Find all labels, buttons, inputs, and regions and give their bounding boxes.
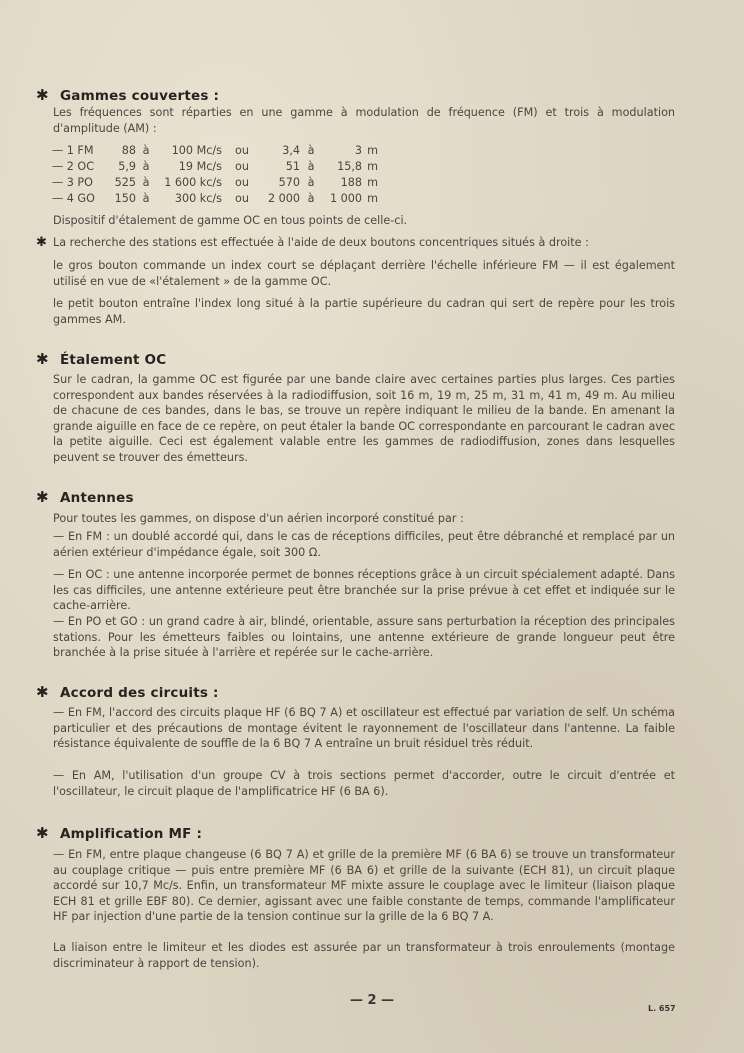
asterisk-icon: ✱ bbox=[36, 683, 49, 701]
asterisk-icon: ✱ bbox=[36, 235, 47, 250]
table-cell: — 3 PO bbox=[52, 175, 93, 189]
accord-fm-text: — En FM, l'accord des circuits plaque HF (6 BQ 7 A) et oscillateur est effectué par variation de self. Un schéma particulier et des précautions de montage évitent le rayonnement de l'oscillateur dans l'antenne. La faible résistance équivalente de souffle de la 6 BQ 7 A entraîne un bruit résiduel très réduit. bbox=[53, 706, 675, 751]
table-cell: 3 bbox=[354, 143, 362, 157]
table-cell: 88 bbox=[121, 143, 136, 157]
table-row bbox=[52, 142, 378, 158]
table-cell: 150 bbox=[114, 191, 136, 205]
asterisk-icon: ✱ bbox=[36, 350, 49, 368]
section-heading-gammes: ✱ Gammes couvertes : bbox=[36, 86, 220, 104]
frequency-table bbox=[52, 142, 378, 206]
table-cell: m bbox=[367, 159, 378, 173]
table-cell: ou bbox=[235, 143, 249, 157]
table-cell: 1 000 bbox=[329, 191, 362, 205]
table-cell: m bbox=[367, 143, 378, 157]
table-cell: 2 000 bbox=[267, 191, 300, 205]
table-cell: 1 600 kc/s bbox=[164, 175, 222, 189]
table-cell: 19 Mc/s bbox=[178, 159, 222, 173]
table-cell: — 2 OC bbox=[52, 159, 95, 173]
table-cell: à bbox=[307, 159, 315, 173]
section-heading-etalement: ✱ Étalement OC bbox=[36, 350, 167, 368]
table-cell: 525 bbox=[114, 175, 136, 189]
table-cell: à bbox=[142, 191, 150, 205]
table-cell: à bbox=[142, 159, 150, 173]
table-cell: à bbox=[307, 175, 315, 189]
table-row bbox=[52, 158, 378, 174]
document-reference: L. 657 bbox=[648, 1004, 676, 1013]
table-cell: — 1 FM bbox=[52, 143, 94, 157]
etalement-text: Sur le cadran, la gamme OC est figurée par une bande claire avec certaines parties plus larges. Ces parties correspondent aux bandes réservées à la radiodiffusion, soit 16 m, 19 m, 25 m, 31 m, 41 m, 49 m. Au milieu de chacune de ces bandes, dans le bas, se trouve un repère indiquant le milieu de la bande. En amenant la grande aiguille en face de ce repère, on peut étaler la bande OC correspondante en parcourant le cadran avec la petite aiguille. Ceci est également valable entre les gammes de radiodiffusion, zones dans lesquelles peuvent se trouver des émetteurs. bbox=[53, 373, 675, 464]
section-heading-accord: ✱ Accord des circuits : bbox=[36, 683, 219, 701]
table-cell: — 4 GO bbox=[52, 191, 95, 205]
dispositif-text: Dispositif d'étalement de gamme OC en tous points de celle-ci. bbox=[53, 214, 408, 227]
asterisk-icon: ✱ bbox=[36, 824, 49, 842]
table-cell: ou bbox=[235, 159, 249, 173]
page-number: — 2 — bbox=[349, 993, 395, 1008]
table-cell: 100 Mc/s bbox=[171, 143, 222, 157]
table-cell: m bbox=[367, 191, 378, 205]
section-heading-antennes: ✱ Antennes bbox=[36, 488, 134, 506]
gros-bouton-text: le gros bouton commande un index court se déplaçant derrière l'échelle inférieure FM — il est également utilisé en vue de «l'étalement » de la gamme OC. bbox=[53, 259, 675, 288]
asterisk-icon: ✱ bbox=[36, 86, 49, 104]
table-cell: à bbox=[307, 143, 315, 157]
table-cell: à bbox=[142, 143, 150, 157]
section-heading-amplification: ✱ Amplification MF : bbox=[36, 824, 203, 842]
table-cell: 15,8 bbox=[337, 159, 362, 173]
amplification-fm-text: — En FM, entre plaque changeuse (6 BQ 7 A) et grille de la première MF (6 BA 6) se trouve un transformateur au couplage critique — puis entre première MF (6 BA 6) et grille de la suivante (ECH 81), un circuit plaque accordé sur 10,7 Mc/s. Enfin, un transformateur MF mixte assure le couplage avec le limiteur (liaison plaque ECH 81 et grille EBF 80). Ce dernier, agissant avec une faible constante de temps, commande l'amplificateur HF par injection d'une partie de la tension continue sur la grille de la 6 BQ 7 A. bbox=[53, 848, 675, 924]
table-row bbox=[52, 190, 378, 206]
antennes-fm-text: — En FM : un doublé accordé qui, dans le cas de réceptions difficiles, peut être débranché et remplacé par un aérien extérieur d'impédance égale, soit 300 Ω. bbox=[53, 530, 675, 559]
accord-am-text: — En AM, l'utilisation d'un groupe CV à trois sections permet d'accorder, outre le circuit d'entrée et l'oscillateur, le circuit plaque de l'amplificatrice HF (6 BA 6). bbox=[53, 769, 675, 798]
table-cell: ou bbox=[235, 175, 249, 189]
table-cell: 188 bbox=[340, 175, 362, 189]
petit-bouton-text: le petit bouton entraîne l'index long situé à la partie supérieure du cadran qui sert de repère pour les trois gammes AM. bbox=[53, 297, 675, 326]
recherche-text: ✱ La recherche des stations est effectuée à l'aide de deux boutons concentriques situés à droite : bbox=[36, 235, 589, 250]
table-cell: 3,4 bbox=[282, 143, 300, 157]
amplification-liaison-text: La liaison entre le limiteur et les diodes est assurée par un transformateur à trois enroulements (montage discriminateur à rapport de tension). bbox=[53, 941, 675, 970]
table-cell: 5,9 bbox=[118, 159, 136, 173]
gammes-intro: Les fréquences sont réparties en une gamme à modulation de fréquence (FM) et trois à modulation d'amplitude (AM) : bbox=[53, 106, 675, 135]
antennes-intro: Pour toutes les gammes, on dispose d'un aérien incorporé constitué par : bbox=[53, 512, 464, 525]
table-cell: 300 kc/s bbox=[174, 191, 222, 205]
table-row bbox=[52, 174, 378, 190]
table-cell: 570 bbox=[278, 175, 300, 189]
table-cell: à bbox=[307, 191, 315, 205]
table-cell: 51 bbox=[285, 159, 300, 173]
table-cell: m bbox=[367, 175, 378, 189]
table-cell: à bbox=[142, 175, 150, 189]
table-cell: ou bbox=[235, 191, 249, 205]
antennes-oc-text: — En OC : une antenne incorporée permet de bonnes réceptions grâce à un circuit spécialement adapté. Dans les cas difficiles, une antenne extérieure peut être branchée sur la prise prévue à cet effet et indiquée sur le cache-arrière. bbox=[53, 568, 675, 613]
asterisk-icon: ✱ bbox=[36, 488, 49, 506]
antennes-po-go-text: — En PO et GO : un grand cadre à air, blindé, orientable, assure sans perturbation la réception des principales stations. Pour les émetteurs faibles ou lointains, une antenne extérieure de grande longueur peut être branchée à la prise située à l'arrière et repérée sur le cache-arrière. bbox=[53, 615, 675, 660]
